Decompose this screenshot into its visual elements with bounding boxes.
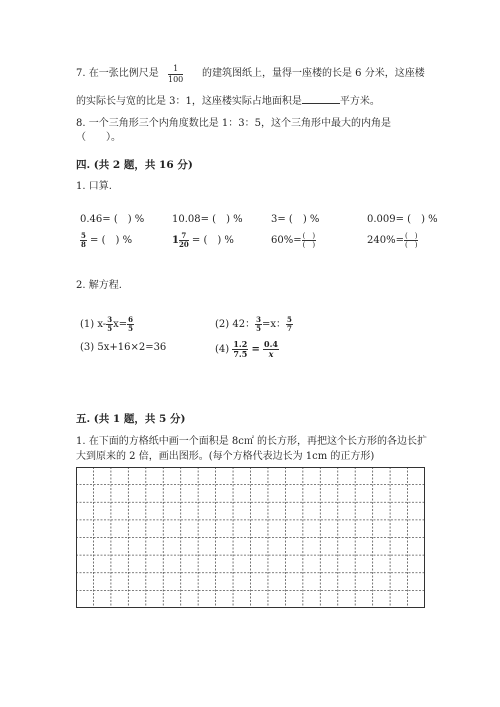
equation-2 bbox=[215, 316, 293, 333]
calc-r2-b-tail: = ( ) % bbox=[188, 235, 234, 246]
eq1-num2: 6 bbox=[128, 315, 133, 324]
eq4-num1: 1.2 bbox=[233, 339, 248, 349]
section5-line1: 1. 在下面的方格纸中画一个面积是 8c㎡ 的长方形，再把这个长方形的各边长扩 bbox=[76, 436, 428, 447]
q7-answer-blank[interactable] bbox=[302, 94, 340, 104]
q7-scale-numerator: 1 bbox=[168, 64, 183, 75]
section5-title: 五. (共 1 题，共 5 分) bbox=[76, 413, 186, 425]
calc-r2-b-whole: 1 bbox=[172, 235, 179, 246]
calc-r2-c-text: 60%= bbox=[271, 235, 302, 246]
q7-prefix: 7. 在一张比例尺是 bbox=[76, 68, 159, 79]
eq2-den1: 5 bbox=[256, 324, 261, 333]
eq2-prefix: (2) 42： bbox=[215, 319, 256, 330]
eq4-den2: x bbox=[268, 349, 274, 359]
eq4-equals: = bbox=[251, 344, 260, 355]
calc-r2-a-den: 8 bbox=[81, 240, 86, 249]
calc-r2-d bbox=[367, 232, 418, 249]
eq2-num2: 5 bbox=[286, 315, 292, 324]
q7-middle: 的建筑图纸上，量得一座楼的长是 6 分米，这座楼 bbox=[202, 68, 425, 79]
calc-r2-d-den: ( ) bbox=[404, 241, 418, 249]
equation-4 bbox=[215, 340, 279, 359]
q7-line2 bbox=[76, 94, 380, 108]
q7-line2-text: 的实际长与宽的比是 3：1，这座楼实际占地面积是 bbox=[76, 96, 302, 107]
equation-3: (3) 5x+16×2=36 bbox=[80, 342, 167, 353]
eq2-num1: 3 bbox=[256, 315, 261, 324]
calc-r2-a-num: 5 bbox=[81, 231, 86, 240]
eq4-prefix: (4) bbox=[215, 344, 230, 355]
q7-line2-unit: 平方米。 bbox=[339, 96, 380, 107]
q7-scale-denominator: 100 bbox=[168, 75, 184, 84]
calc-r2-a bbox=[80, 232, 132, 249]
eq1-mid: x= bbox=[113, 319, 128, 330]
calc-r1-d: 0.009= ( ) % bbox=[367, 214, 438, 225]
eq1-num1: 3 bbox=[107, 315, 113, 324]
calc-r2-c bbox=[271, 232, 316, 249]
calc-r2-a-tail: = ( ) % bbox=[86, 235, 133, 246]
q8-line2: （ ）。 bbox=[76, 132, 121, 143]
calc-r2-d-num: ( ) bbox=[404, 232, 418, 240]
section4-title: 四. (共 2 题，共 16 分) bbox=[76, 159, 193, 171]
eq4-num2: 0.4 bbox=[264, 339, 278, 349]
q8-line1: 8. 一个三角形三个内角度数比是 1：3：5，这个三角形中最大的内角是 bbox=[76, 118, 391, 129]
calc-r1-c: 3= ( ) % bbox=[271, 214, 320, 225]
calc-r2-c-num: ( ) bbox=[302, 232, 316, 240]
eq1-prefix: (1) x- bbox=[80, 319, 107, 330]
section5-line2: 大到原来的 2 倍，画出图形。(每个方格代表边长为 1cm 的正方形) bbox=[76, 451, 375, 462]
q7-line1 bbox=[76, 68, 159, 80]
calc-r1-b: 10.08= ( ) % bbox=[172, 214, 243, 225]
section4-q1-label: 1. 口算. bbox=[76, 181, 112, 192]
eq1-den1: 5 bbox=[107, 324, 113, 333]
square-grid-paper[interactable] bbox=[76, 467, 425, 608]
eq2-den2: 7 bbox=[286, 324, 292, 333]
q7-scale-fraction bbox=[168, 64, 183, 85]
calc-r1-a: 0.46= ( ) % bbox=[80, 214, 145, 225]
calc-r2-b bbox=[172, 232, 234, 249]
calc-r2-b-den: 20 bbox=[178, 240, 189, 249]
section4-q2-label: 2. 解方程. bbox=[76, 280, 122, 291]
equation-1 bbox=[80, 316, 134, 333]
calc-r2-d-text: 240%= bbox=[367, 235, 404, 246]
eq1-den2: 5 bbox=[128, 324, 133, 333]
eq2-mid: =x： bbox=[261, 319, 286, 330]
calc-r2-b-num: 7 bbox=[179, 232, 189, 241]
calc-r2-c-den: ( ) bbox=[302, 241, 316, 249]
eq4-den1: 7.5 bbox=[233, 349, 248, 359]
